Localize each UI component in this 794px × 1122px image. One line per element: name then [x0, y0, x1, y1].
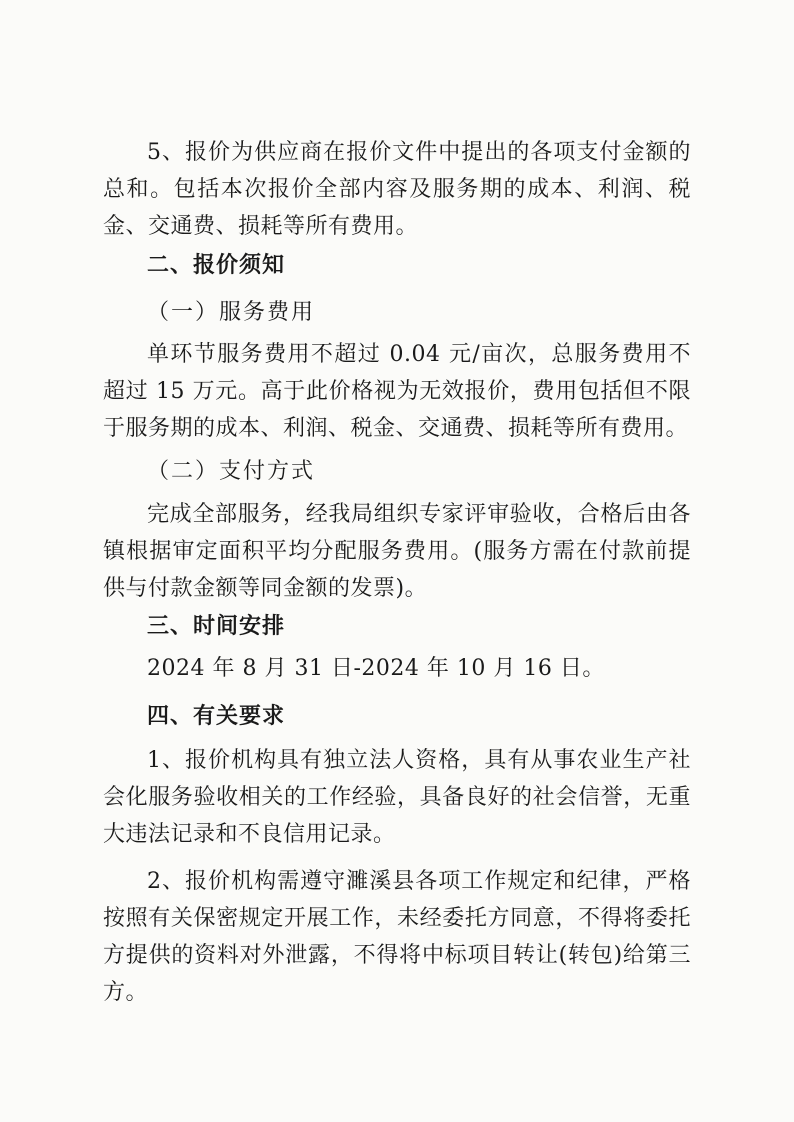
paragraph-payment: 完成全部服务，经我局组织专家评审验收，合格后由各镇根据审定面积平均分配服务费用。(服务方需在付款前提供与付款金额等同金额的发票)。	[103, 502, 691, 601]
subheading-service-fee: （一）服务费用	[147, 300, 316, 325]
heading-quote-notice: 二、报价须知	[147, 253, 286, 278]
paragraph-service-fee: 单环节服务费用不超过 0.04 元/亩次，总服务费用不超过 15 万元。高于此价格视为无效报价，费用包括但不限于服务期的成本、利润、税金、交通费、损耗等所有费用。	[103, 342, 691, 441]
paragraph-requirement-1: 1、报价机构具有独立法人资格，具有从事农业生产社会化服务验收相关的工作经验，具备良好的社会信誉，无重大违法记录和不良信用记录。	[103, 748, 691, 847]
paragraph-schedule: 2024 年 8 月 31 日-2024 年 10 月 16 日。	[147, 656, 605, 681]
paragraph-quote-total: 5、报价为供应商在报价文件中提出的各项支付金额的总和。包括本次报价全部内容及服务期的成本、利润、税金、交通费、损耗等所有费用。	[103, 140, 691, 239]
heading-schedule: 三、时间安排	[147, 614, 286, 639]
subheading-payment: （二）支付方式	[147, 459, 316, 484]
paragraph-requirement-2: 2、报价机构需遵守濉溪县各项工作规定和纪律，严格按照有关保密规定开展工作，未经委托方同意，不得将委托方提供的资料对外泄露，不得将中标项目转让(转包)给第三方。	[103, 869, 691, 1005]
heading-requirements: 四、有关要求	[147, 704, 286, 729]
